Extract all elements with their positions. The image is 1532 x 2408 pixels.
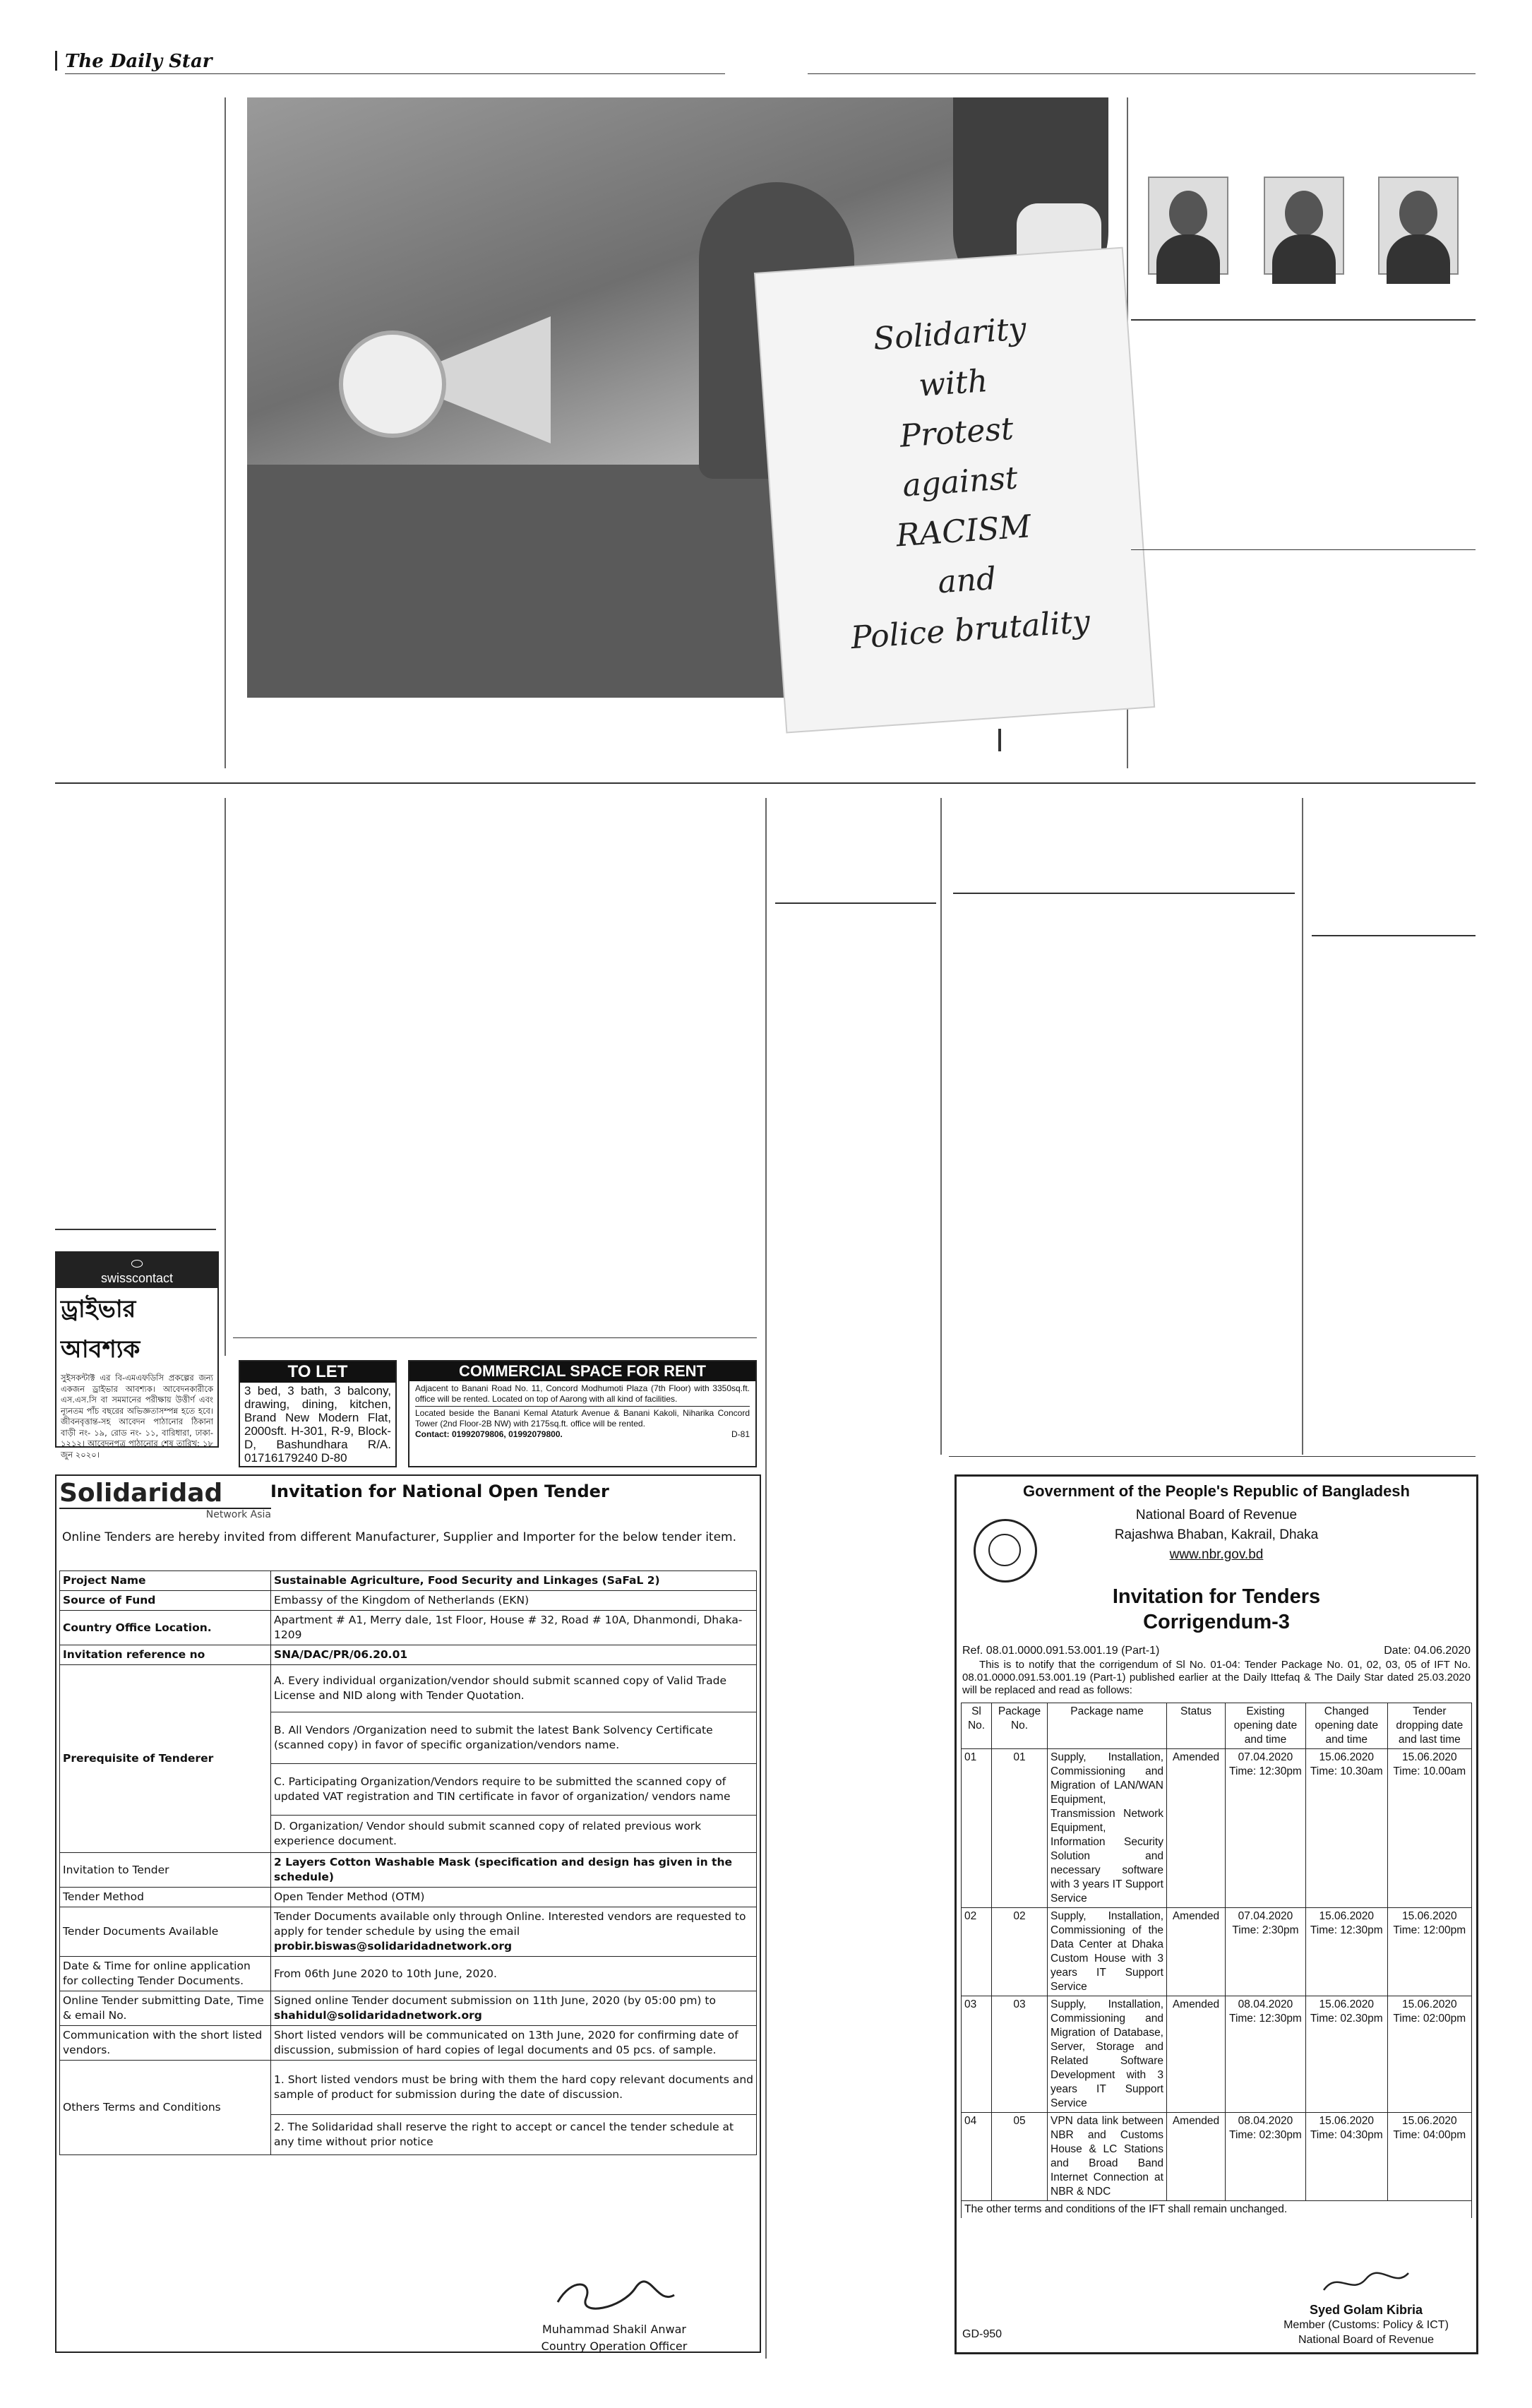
column-rule-h: [1131, 319, 1476, 321]
submission-email-link[interactable]: shahidul@solidaridadnetwork.org: [274, 2009, 482, 2022]
row-value: [271, 1907, 757, 1957]
nbr-subtitle: Corrigendum-3: [1143, 1611, 1290, 1633]
row-key: Online Tender submitting Date, Time & email No.: [60, 1991, 271, 2026]
row-value: Embassy of the Kingdom of Netherlands (EKN): [271, 1591, 757, 1611]
row-value: SNA/DAC/PR/06.20.01: [271, 1645, 757, 1665]
row-value: Sustainable Agriculture, Food Security and Linkages (SaFaL 2): [271, 1571, 757, 1591]
section-rule: [55, 782, 1476, 784]
commercial-body: [409, 1381, 755, 1442]
portrait-body: [1156, 234, 1220, 284]
portrait-photo: [1264, 177, 1344, 275]
table-cell: 08.04.2020 Time: 12:30pm: [1226, 1996, 1306, 2113]
table-cell: 15.06.2020 Time: 10.00am: [1387, 1749, 1471, 1908]
column-rule: [940, 798, 942, 1455]
table-row: [60, 1645, 757, 1665]
table-row: [60, 1853, 757, 1888]
nbr-board: National Board of Revenue: [1135, 1508, 1298, 1522]
table-cell: 15.06.2020 Time: 12:00pm: [1387, 1908, 1471, 1996]
table-cell: 03: [992, 1996, 1048, 2113]
table-cell: 15.06.2020 Time: 04:30pm: [1305, 2113, 1387, 2201]
column-rule-h: [1312, 935, 1476, 936]
commercial-para: Located beside the Banani Kemal Ataturk Avenue & Banani Kakoli, Niharika Concord Tower (2nd Floor-2B NW) with 2175sq.ft. office will be rented.: [415, 1408, 750, 1429]
table-cell: Amended: [1167, 1996, 1226, 2113]
table-cell: Supply, Installation, Commissioning and Migration of Database, Server, Storage and Related Software Development with 3 years IT Support Service: [1048, 1996, 1167, 2113]
commercial-contact: Contact: 01992079806, 01992079800.: [415, 1429, 563, 1439]
table-footer-row: [962, 2201, 1472, 2219]
swisscontact-logo-icon: ⬭: [131, 1256, 143, 1272]
column-header: Package name: [1048, 1703, 1167, 1749]
column-header: Status: [1167, 1703, 1226, 1749]
nbr-ref-row: [962, 1645, 1471, 1657]
column-rule-h: [233, 1337, 757, 1338]
nbr-address: Rajashwa Bhaban, Kakrail, Dhaka: [1114, 1527, 1319, 1542]
nbr-tender-ad: [954, 1474, 1478, 2354]
row-value: Apartment # A1, Merry dale, 1st Floor, House # 32, Road # 10A, Dhanmondi, Dhaka-1209: [271, 1611, 757, 1645]
column-rule: [225, 97, 226, 768]
nbr-government: Government of the People's Republic of Bangladesh: [1023, 1482, 1410, 1500]
column-rule-h: [55, 1229, 216, 1230]
table-row: [60, 1991, 757, 2026]
swisscontact-body: সুইসকন্টাক্ট এর বি-এমএফডিসি প্রকল্পের জন্য একজন ড্রাইভার আবশ্যক। আবেদনকারীকে এস.এস.সি বা সমমানের পরীক্ষায় উত্তীর্ণ এবং ন্যূনতম পাঁচ বছরের অভিজ্ঞতাসম্পন্ন হতে হবে। জীবনবৃত্তান্ত-সহ আবেদন পাঠানোর ঠিকানা বাড়ী নং- ১৯, রোড নং- ১১, বারিধারা, ঢাকা- ১২১২। আবেদনপত্র পাঠানোর শেষ তারিখ: ১৮ জুন ২০২০।: [61, 1373, 213, 1460]
table-cell: Supply, Installation, Commissioning and Migration of LAN/WAN Equipment, Transmission Network Equipment, Information Security Solution and necessary software with 3 years IT Support Service: [1048, 1749, 1167, 1908]
row-key: Source of Fund: [60, 1591, 271, 1611]
table-cell: VPN data link between NBR and Customs House & LC Stations and Broad Band Internet Connection at NBR & NDC: [1048, 2113, 1167, 2201]
solidaridad-title: Invitation for National Open Tender: [270, 1482, 609, 1501]
commercial-para: Adjacent to Banani Road No. 11, Concord Modhumoti Plaza (7th Floor) with 3350sq.ft. office will be rented. Located on top of Aarong with all kind of facilities.: [415, 1383, 750, 1404]
signature-scribble: [544, 2274, 685, 2316]
row-text: Tender Documents available only through Online. Interested vendors are requested to apply for tender schedule by using the email: [274, 1910, 746, 1938]
column-rule-h: [953, 893, 1295, 894]
commercial-space-ad: [408, 1360, 757, 1467]
sign-line: Police brutality: [849, 603, 1091, 657]
nbr-signer-name: Syed Golam Kibria: [1309, 2303, 1423, 2317]
table-cell: 08.04.2020 Time: 02:30pm: [1226, 2113, 1306, 2201]
table-row: [60, 2061, 757, 2115]
solidaridad-signature-block: [508, 2274, 720, 2355]
row-key: Invitation to Tender: [60, 1853, 271, 1888]
row-key: Date & Time for online application for collecting Tender Documents.: [60, 1957, 271, 1991]
terms-item: 1. Short listed vendors must be bring with them the hard copy relevant documents and sample of product for submission during the date of discussion.: [271, 2061, 757, 2115]
row-key: Tender Documents Available: [60, 1907, 271, 1957]
row-value: From 06th June 2020 to 10th June, 2020.: [271, 1957, 757, 1991]
column-rule: [1302, 798, 1303, 1455]
row-key: Country Office Location.: [60, 1611, 271, 1645]
commercial-code: D-81: [731, 1429, 750, 1439]
table-cell: Amended: [1167, 1908, 1226, 1996]
prereq-item: B. All Vendors /Organization need to submit the latest Bank Solvency Certificate (scanned copy) in favor of specific organization/vendors name.: [271, 1712, 757, 1764]
portrait-photo: [1378, 177, 1459, 275]
column-header: Changed opening date and time: [1305, 1703, 1387, 1749]
sign-line: against: [901, 460, 1019, 504]
table-cell: 15.06.2020 Time: 12:30pm: [1305, 1908, 1387, 1996]
nbr-title: Invitation for Tenders: [1112, 1585, 1321, 1608]
row-key: Invitation reference no: [60, 1645, 271, 1665]
table-row: [962, 1908, 1472, 1996]
table-header-row: [962, 1703, 1472, 1749]
to-let-body: 3 bed, 3 bath, 3 balcony, drawing, dining, kitchen, Brand New Modern Flat, 2000sft. H-301, R-9, Block-D, Bashundhara R/A. 01716179240 D-80: [244, 1384, 391, 1465]
table-cell: 01: [962, 1749, 992, 1908]
portrait-head: [1399, 191, 1437, 236]
row-key: Communication with the short listed vendors.: [60, 2026, 271, 2061]
column-rule: [225, 798, 226, 1356]
nbr-signer-title: Member (Customs: Policy & ICT): [1283, 2319, 1449, 2331]
table-row: [60, 1888, 757, 1907]
solidaridad-logo-sub: Network Asia: [205, 1509, 271, 1520]
table-cell: Supply, Installation, Commissioning of the Data Center at Dhaka Custom House with 3 years IT Support Service: [1048, 1908, 1167, 1996]
to-let-ad: [239, 1360, 397, 1467]
signer-title: Country Operation Officer: [541, 2340, 688, 2353]
portrait-photo: [1148, 177, 1228, 275]
solidaridad-intro: Online Tenders are hereby invited from different Manufacturer, Supplier and Importer for the below tender item.: [62, 1530, 737, 1544]
table-cell: Amended: [1167, 1749, 1226, 1908]
table-row: [60, 1571, 757, 1591]
row-text: Signed online Tender document submission on 11th June, 2020 (by 05:00 pm) to: [274, 1994, 716, 2007]
table-cell: 04: [962, 2113, 992, 2201]
to-let-title: TO LET: [240, 1361, 395, 1383]
header-rule-left: [65, 73, 725, 74]
solidaridad-tender-ad: [55, 1474, 761, 2353]
table-row: [962, 2113, 1472, 2201]
signer-name: Muhammad Shakil Anwar: [541, 2323, 686, 2336]
terms-item: 2. The Solidaridad shall reserve the right to accept or cancel the tender schedule at any time without prior notice: [271, 2115, 757, 2155]
portrait-head: [1285, 191, 1323, 236]
nbr-table: [961, 1703, 1472, 2218]
prereq-item: D. Organization/ Vendor should submit scanned copy of related previous work experience document.: [271, 1816, 757, 1853]
prereq-item: C. Participating Organization/Vendors require to be submitted the scanned copy of updated VAT registration and TIN certificate in favor of organization/ vendors name: [271, 1764, 757, 1816]
commercial-title: COMMERCIAL SPACE FOR RENT: [409, 1361, 755, 1381]
signature-scribble: [1317, 2267, 1416, 2299]
table-row: [60, 1591, 757, 1611]
column-header: Sl No.: [962, 1703, 992, 1749]
nbr-code: GD-950: [962, 2328, 1003, 2340]
swisscontact-header: [56, 1253, 217, 1288]
table-cell: 15.06.2020 Time: 04:00pm: [1387, 2113, 1471, 2201]
caption-marker: [998, 729, 1001, 751]
table-row: [60, 1957, 757, 1991]
row-value: Open Tender Method (OTM): [271, 1888, 757, 1907]
table-row: [60, 2026, 757, 2061]
table-cell: 07.04.2020 Time: 2:30pm: [1226, 1908, 1306, 1996]
prereq-item: A. Every individual organization/vendor should submit scanned copy of Valid Trade License and NID along with Tender Quotation.: [271, 1665, 757, 1712]
table-cell: 15.06.2020 Time: 10.30am: [1305, 1749, 1387, 1908]
row-key: Tender Method: [60, 1888, 271, 1907]
sign-line: RACISM: [894, 508, 1032, 554]
column-header: Tender dropping date and last time: [1387, 1703, 1471, 1749]
table-cell: 02: [992, 1908, 1048, 1996]
swisscontact-title: ড্রাইভার আবশ্যক: [61, 1295, 140, 1364]
masthead-logo: The Daily Star: [65, 51, 213, 72]
table-cell: 05: [992, 2113, 1048, 2201]
column-header: Existing opening date and time: [1226, 1703, 1306, 1749]
column-rule: [765, 798, 767, 2359]
sign-line: with: [917, 362, 989, 404]
table-cell: 02: [962, 1908, 992, 1996]
table-row: [60, 1907, 757, 1957]
swisscontact-logo: swisscontact: [100, 1271, 174, 1285]
tender-email-link[interactable]: probir.biswas@solidaridadnetwork.org: [274, 1940, 513, 1953]
column-rule-h: [1131, 549, 1476, 550]
sign-line: Protest: [898, 410, 1015, 455]
nbr-date: Date: 04.06.2020: [1384, 1645, 1471, 1657]
column-header: Package No.: [992, 1703, 1048, 1749]
nbr-ref: Ref. 08.01.0000.091.53.001.19 (Part-1): [962, 1645, 1160, 1657]
table-row: [962, 1749, 1472, 1908]
table-cell: 15.06.2020 Time: 02:00pm: [1387, 1996, 1471, 2113]
table-row: [60, 1665, 757, 1712]
portrait-body: [1387, 234, 1450, 284]
commercial-divider: [415, 1406, 750, 1407]
row-value: 2 Layers Cotton Washable Mask (specification and design has given in the schedule): [271, 1853, 757, 1888]
portrait-head: [1169, 191, 1207, 236]
protest-photo: [247, 97, 1101, 696]
row-value: Short listed vendors will be communicated on 13th June, 2020 for confirming date of discussion, submission of hard copies of legal documents and 05 pcs. of sample.: [271, 2026, 757, 2061]
table-cell: 03: [962, 1996, 992, 2113]
nbr-signature-block: [1260, 2267, 1472, 2347]
solidaridad-logo: [59, 1479, 271, 1524]
column-rule-h: [949, 1456, 1476, 1457]
sign-line: and: [936, 560, 998, 601]
nbr-url-link[interactable]: www.nbr.gov.bd: [1169, 1547, 1264, 1562]
portrait-body: [1272, 234, 1336, 284]
row-key: Others Terms and Conditions: [60, 2061, 271, 2155]
swisscontact-ad: [55, 1251, 219, 1460]
table-cell: 01: [992, 1749, 1048, 1908]
header-rule-right: [808, 73, 1476, 74]
table-cell: 15.06.2020 Time: 02.30pm: [1305, 1996, 1387, 2113]
commercial-contact-row: [415, 1429, 750, 1440]
solidaridad-table: [59, 1570, 757, 2155]
masthead-bar: [55, 51, 57, 71]
table-footer: The other terms and conditions of the IFT shall remain unchanged.: [962, 2201, 1472, 2219]
row-key: Project Name: [60, 1571, 271, 1591]
column-rule-h: [775, 902, 936, 904]
table-row: [962, 1996, 1472, 2113]
table-cell: Amended: [1167, 2113, 1226, 2201]
row-value: [271, 1991, 757, 2026]
nbr-signer-org: National Board of Revenue: [1298, 2334, 1435, 2346]
sign-line: Solidarity: [872, 311, 1028, 358]
solidaridad-logo-text: Solidaridad: [59, 1479, 271, 1509]
table-row: [60, 1611, 757, 1645]
nbr-notice: This is to notify that the corrigendum of Sl No. 01-04: Tender Package No. 01, 02, 03, 05 of IFT No. 08.01.0000.091.53.001.19 (Part-1) published earlier at the Daily Ittefaq & The Daily Star dated 25.03.2020 will be replaced and read as follows:: [962, 1659, 1471, 1696]
protest-sign-text: [800, 299, 1120, 665]
photo-crowd: [247, 465, 798, 698]
table-cell: 07.04.2020 Time: 12:30pm: [1226, 1749, 1306, 1908]
photo-megaphone-bell: [339, 330, 446, 438]
row-key: Prerequisite of Tenderer: [60, 1665, 271, 1853]
